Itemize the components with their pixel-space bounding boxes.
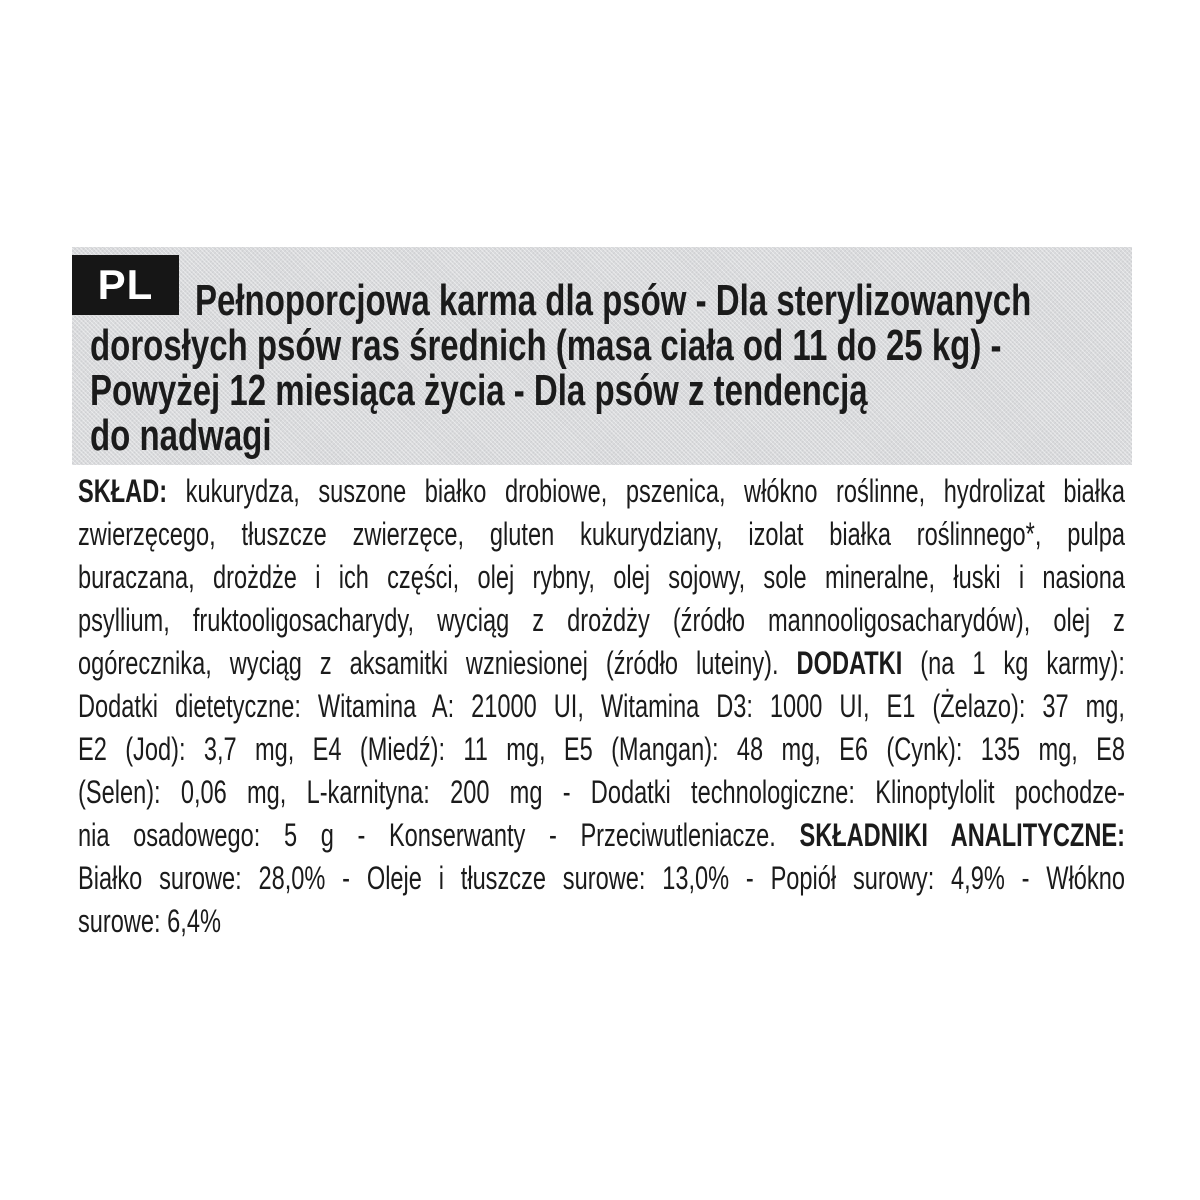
text-run: nia osadowego: 5 g - Konserwanty - Przeciwutleniacze. xyxy=(78,817,800,853)
text-run: kukurydza, suszone białko drobiowe, pszenica, włókno roślinne, hydrolizat białka xyxy=(167,473,1125,509)
text-run: (Selen): 0,06 mg, L-karnityna: 200 mg - Dodatki technologiczne: Klinoptylolit pochodze- xyxy=(78,774,1125,810)
text-run: buraczana, drożdże i ich części, olej rybny, olej sojowy, sole mineralne, łuski i nasiona xyxy=(78,559,1125,595)
text-run: E2 (Jod): 3,7 mg, E4 (Miedź): 11 mg, E5 (Mangan): 48 mg, E6 (Cynk): 135 mg, E8 xyxy=(78,731,1125,767)
text-run: (na 1 kg karmy): xyxy=(902,645,1125,681)
body-line xyxy=(78,900,1125,943)
body-line xyxy=(78,685,1125,728)
bold-text-run: DODATKI xyxy=(796,645,903,681)
ingredients-text xyxy=(78,470,1125,943)
bold-text-run: SKŁAD: xyxy=(78,473,168,509)
body-line xyxy=(78,470,1125,513)
language-badge-text: PL xyxy=(97,261,154,308)
body-line xyxy=(78,771,1125,814)
body-line xyxy=(78,513,1125,556)
text-run: surowe: 6,4% xyxy=(78,903,221,939)
header-lines xyxy=(72,278,1132,458)
body-line xyxy=(78,599,1125,642)
body-line xyxy=(78,857,1125,900)
body-line xyxy=(78,642,1125,685)
text-run: Białko surowe: 28,0% - Oleje i tłuszcze surowe: 13,0% - Popiół surowy: 4,9% - Włókno xyxy=(78,860,1125,896)
text-run: psyllium, fruktooligosacharydy, wyciąg z drożdży (źródło mannooligosacharydów), olej z xyxy=(78,602,1125,638)
text-run: ogórecznika, wyciąg z aksamitki wzniesionej (źródło luteiny). xyxy=(78,645,797,681)
header-line: Pełnoporcjowa karma dla psów - Dla sterylizowanych xyxy=(195,276,1032,325)
language-badge xyxy=(72,255,179,315)
text-run: zwierzęcego, tłuszcze zwierzęce, gluten kukurydziany, izolat białka roślinnego*, pulpa xyxy=(78,516,1125,552)
header-line: dorosłych psów ras średnich (masa ciała od 11 do 25 kg) - xyxy=(90,321,1002,370)
body-line xyxy=(78,814,1125,857)
header-line: do nadwagi xyxy=(90,411,272,460)
bold-text-run: SKŁADNIKI ANALITYCZNE: xyxy=(799,817,1125,853)
text-run: Dodatki dietetyczne: Witamina A: 21000 UI, Witamina D3: 1000 UI, E1 (Żelazo): 37 mg, xyxy=(78,688,1125,724)
body-line xyxy=(78,728,1125,771)
header-band xyxy=(72,247,1132,465)
body-line xyxy=(78,556,1125,599)
header-line: Powyżej 12 miesiąca życia - Dla psów z tendencją xyxy=(90,366,868,415)
